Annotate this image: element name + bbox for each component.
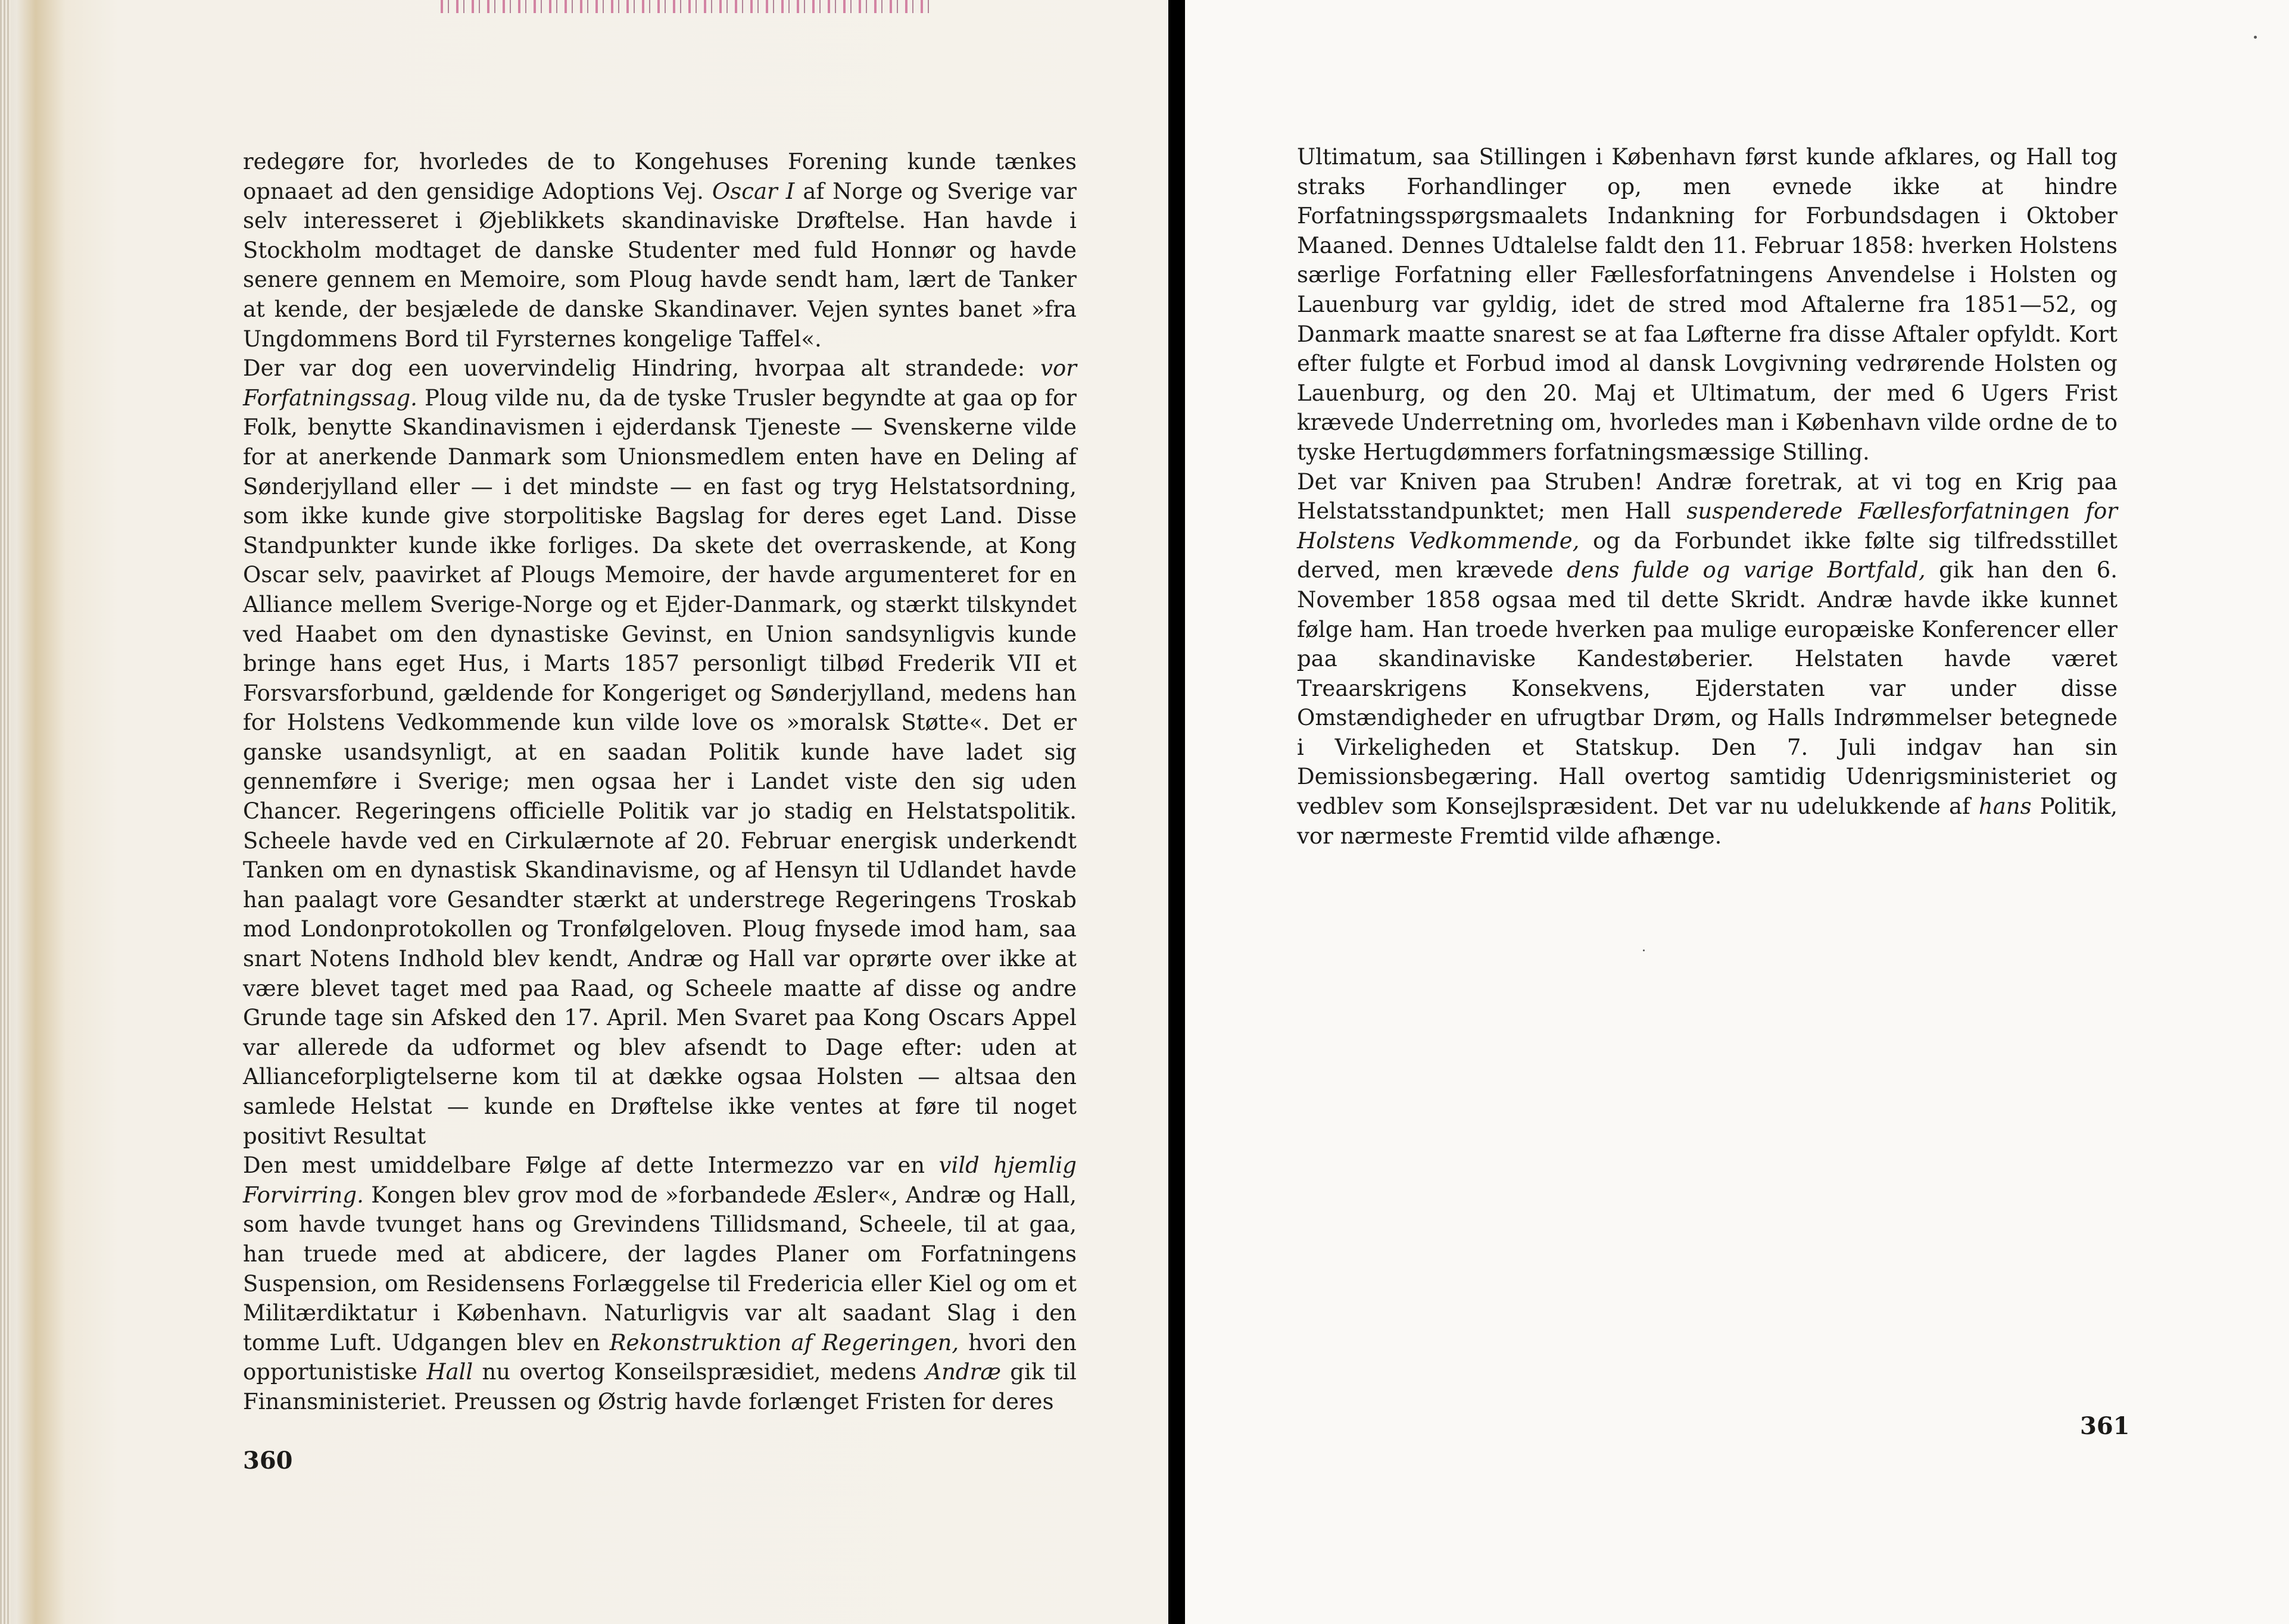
- page-edge: [0, 0, 11, 1624]
- text-run: Det var Kniven paa Struben! Andræ foretrak, at vi tog en Krig paa Helstatsstandpunktet; men Hall: [1297, 469, 2118, 524]
- text-run: af Norge og Sverige var selv interesseret i Øjeblikkets skandinaviske Drøftelse. Han havde i Stockholm modtaget de danske Studenter med fuld Honnør og havde senere gennem en Memoire, som Ploug havde sendt ham, lært de Tanker at kende, der besjælede de danske Skandinaver. Vejen syntes banet »fra Ungdommens Bord til Fyrsternes kongelige Taffel«.: [243, 178, 1077, 352]
- text-run: Der var dog een uovervindelig Hindring, hvorpaa alt strandede:: [243, 355, 1041, 382]
- text-run: redegøre for, hvorledes de to Kongehuses Forening kunde tænkes opnaaet ad den gensidige Adoptions Vej.: [243, 149, 1077, 204]
- paragraph: [1297, 142, 2118, 467]
- paragraph: [243, 1151, 1077, 1416]
- italic-phrase: Rekonstruktion af Regeringen,: [609, 1329, 959, 1356]
- speck: [2254, 36, 2257, 39]
- speck: [1643, 950, 1645, 951]
- page-number-right: 361: [2080, 1412, 2130, 1440]
- italic-phrase: vild hjemlig Forvirring.: [243, 1153, 1077, 1208]
- text-run: hvori den opportunistiske: [243, 1329, 1077, 1385]
- text-run: gik han den 6. November 1858 ogsaa med til dette Skridt. Andræ havde ikke kunnet følge ham. Han troede hverken paa mulige europæiske Konferencer eller paa skandinaviske Kandestøberier. Helstaten havde været Treaarskrigens Konsekvens, Ejderstaten var under disse Omstændigheder en ufrugtbar Drøm, og Halls Indrømmelser betegnede i Virkeligheden et Statskup. Den 7. Juli indgav han sin Demissionsbegæring. Hall overtog samtidig Udenrigsministeriet og vedblev som Konsejlspræsident. Det var nu udelukkende af: [1297, 557, 2118, 820]
- color-bar: [441, 0, 929, 13]
- text-run: gik til Finansministeriet. Preussen og Østrig havde forlænget Fristen for deres: [243, 1359, 1077, 1414]
- text-run: nu overtog Konseilspræsidiet, medens: [473, 1359, 926, 1385]
- italic-phrase: Andræ: [925, 1359, 1002, 1385]
- text-run: Ultimatum, saa Stillingen i København først kunde afklares, og Hall tog straks Forhandlinger op, men evnede ikke at hindre Forfatningsspørgsmaalets Indankning for Forbundsdagen i Oktober Maaned. Dennes Udtalelse faldt den 11. Februar 1858: hverken Holstens særlige Forfatning eller Fællesforfatningens Anvendelse i Holsten og Lauenburg var gyldig, idet de stred mod Aftalerne fra 1851—52, og Danmark maatte snarest se at faa Løfterne fra disse Aftaler opfyldt. Kort efter fulgte et Forbud imod al dansk Lovgivning vedrørende Holsten og Lauenburg, og den 20. Maj et Ultimatum, der med 6 Ugers Frist krævede Underretning om, hvorledes man i København vilde ordne de to tyske Hertugdømmers forfatningsmæssige Stilling.: [1297, 144, 2118, 465]
- paragraph: [1297, 467, 2118, 851]
- paragraph: [243, 147, 1077, 354]
- italic-phrase: Oscar I: [712, 178, 795, 204]
- italic-phrase: suspenderede Fællesforfatningen for Holstens Vedkommende,: [1297, 498, 2118, 554]
- left-text-column: [243, 147, 1077, 1417]
- page-number-left: 360: [243, 1447, 293, 1475]
- text-run: Den mest umiddelbare Følge af dette Intermezzo var en: [243, 1153, 939, 1179]
- italic-phrase: vor Forfatningssag.: [243, 355, 1077, 411]
- italic-phrase: dens fulde og varige Bortfald,: [1567, 557, 1926, 583]
- text-run: Ploug vilde nu, da de tyske Trusler begyndte at gaa op for Folk, benytte Skandinavismen i ejderdansk Tjeneste — Svenskerne vilde for at anerkende Danmark som Unionsmedlem enten have en Deling af Sønderjylland eller — i det mindste — en fast og tryg Helstatsordning, som ikke kunde give storpolitiske Bagslag for deres eget Land. Disse Standpunkter kunde ikke forliges. Da skete det overraskende, at Kong Oscar selv, paavirket af Plougs Memoire, der havde argumenteret for en Alliance mellem Sverige-Norge og et Ejder-Danmark, og stærkt tilskyndet ved Haabet om den dynastiske Gevinst, en Union sandsynligvis kunde bringe hans eget Hus, i Marts 1857 personligt tilbød Frederik VII et Forsvarsforbund, gældende for Kongeriget og Sønderjylland, medens han for Holstens Vedkommende kun vilde love os »moralsk Støtte«. Det er ganske usandsynligt, at en saadan Politik kunde have ladet sig gennemføre i Sverige; men ogsaa her i Landet viste den sig uden Chancer. Regeringens officielle Politik var jo stadig en Helstatspolitik. Scheele havde ved en Cirkulærnote af 20. Februar energisk underkendt Tanken om en dynastisk Skandinavisme, og af Hensyn til Udlandet havde han paalagt vore Gesandter stærkt at understrege Regeringens Troskab mod Londonprotokollen og Tronfølgeloven. Ploug fnysede imod ham, saa snart Notens Indhold blev kendt, Andræ og Hall var oprørte over ikke at være blevet taget med paa Raad, og Scheele maatte af disse og andre Grunde tage sin Afsked den 17. April. Men Svaret paa Kong Oscars Appel var allerede da udformet og blev afsendt to Dage efter: uden at Allianceforpligtelserne kom til at dække ogsaa Holsten — altsaa den samlede Helstat — kunde en Drøftelse ikke ventes at føre til noget positivt Resultat: [243, 385, 1077, 1149]
- italic-phrase: Hall: [426, 1359, 473, 1385]
- right-text-column: [1297, 142, 2118, 851]
- text-run: Kongen blev grov mod de »forbandede Æsler«, Andræ og Hall, som havde tvunget hans og Grevindens Tillidsmand, Scheele, til at gaa, han truede med at abdicere, der lagdes Planer om Forfatningens Suspension, om Residensens Forlæggelse til Fredericia eller Kiel og om et Militærdiktatur i København. Naturligvis var alt saadant Slag i den tomme Luft. Udgangen blev en: [243, 1182, 1077, 1356]
- text-run: og da Forbundet ikke følte sig tilfredsstillet derved, men krævede: [1297, 527, 2118, 583]
- italic-phrase: hans: [1978, 794, 2032, 820]
- text-run: Politik, vor nærmeste Fremtid vilde afhænge.: [1297, 794, 2118, 849]
- paragraph: [243, 354, 1077, 1151]
- right-page: [1185, 0, 2289, 1624]
